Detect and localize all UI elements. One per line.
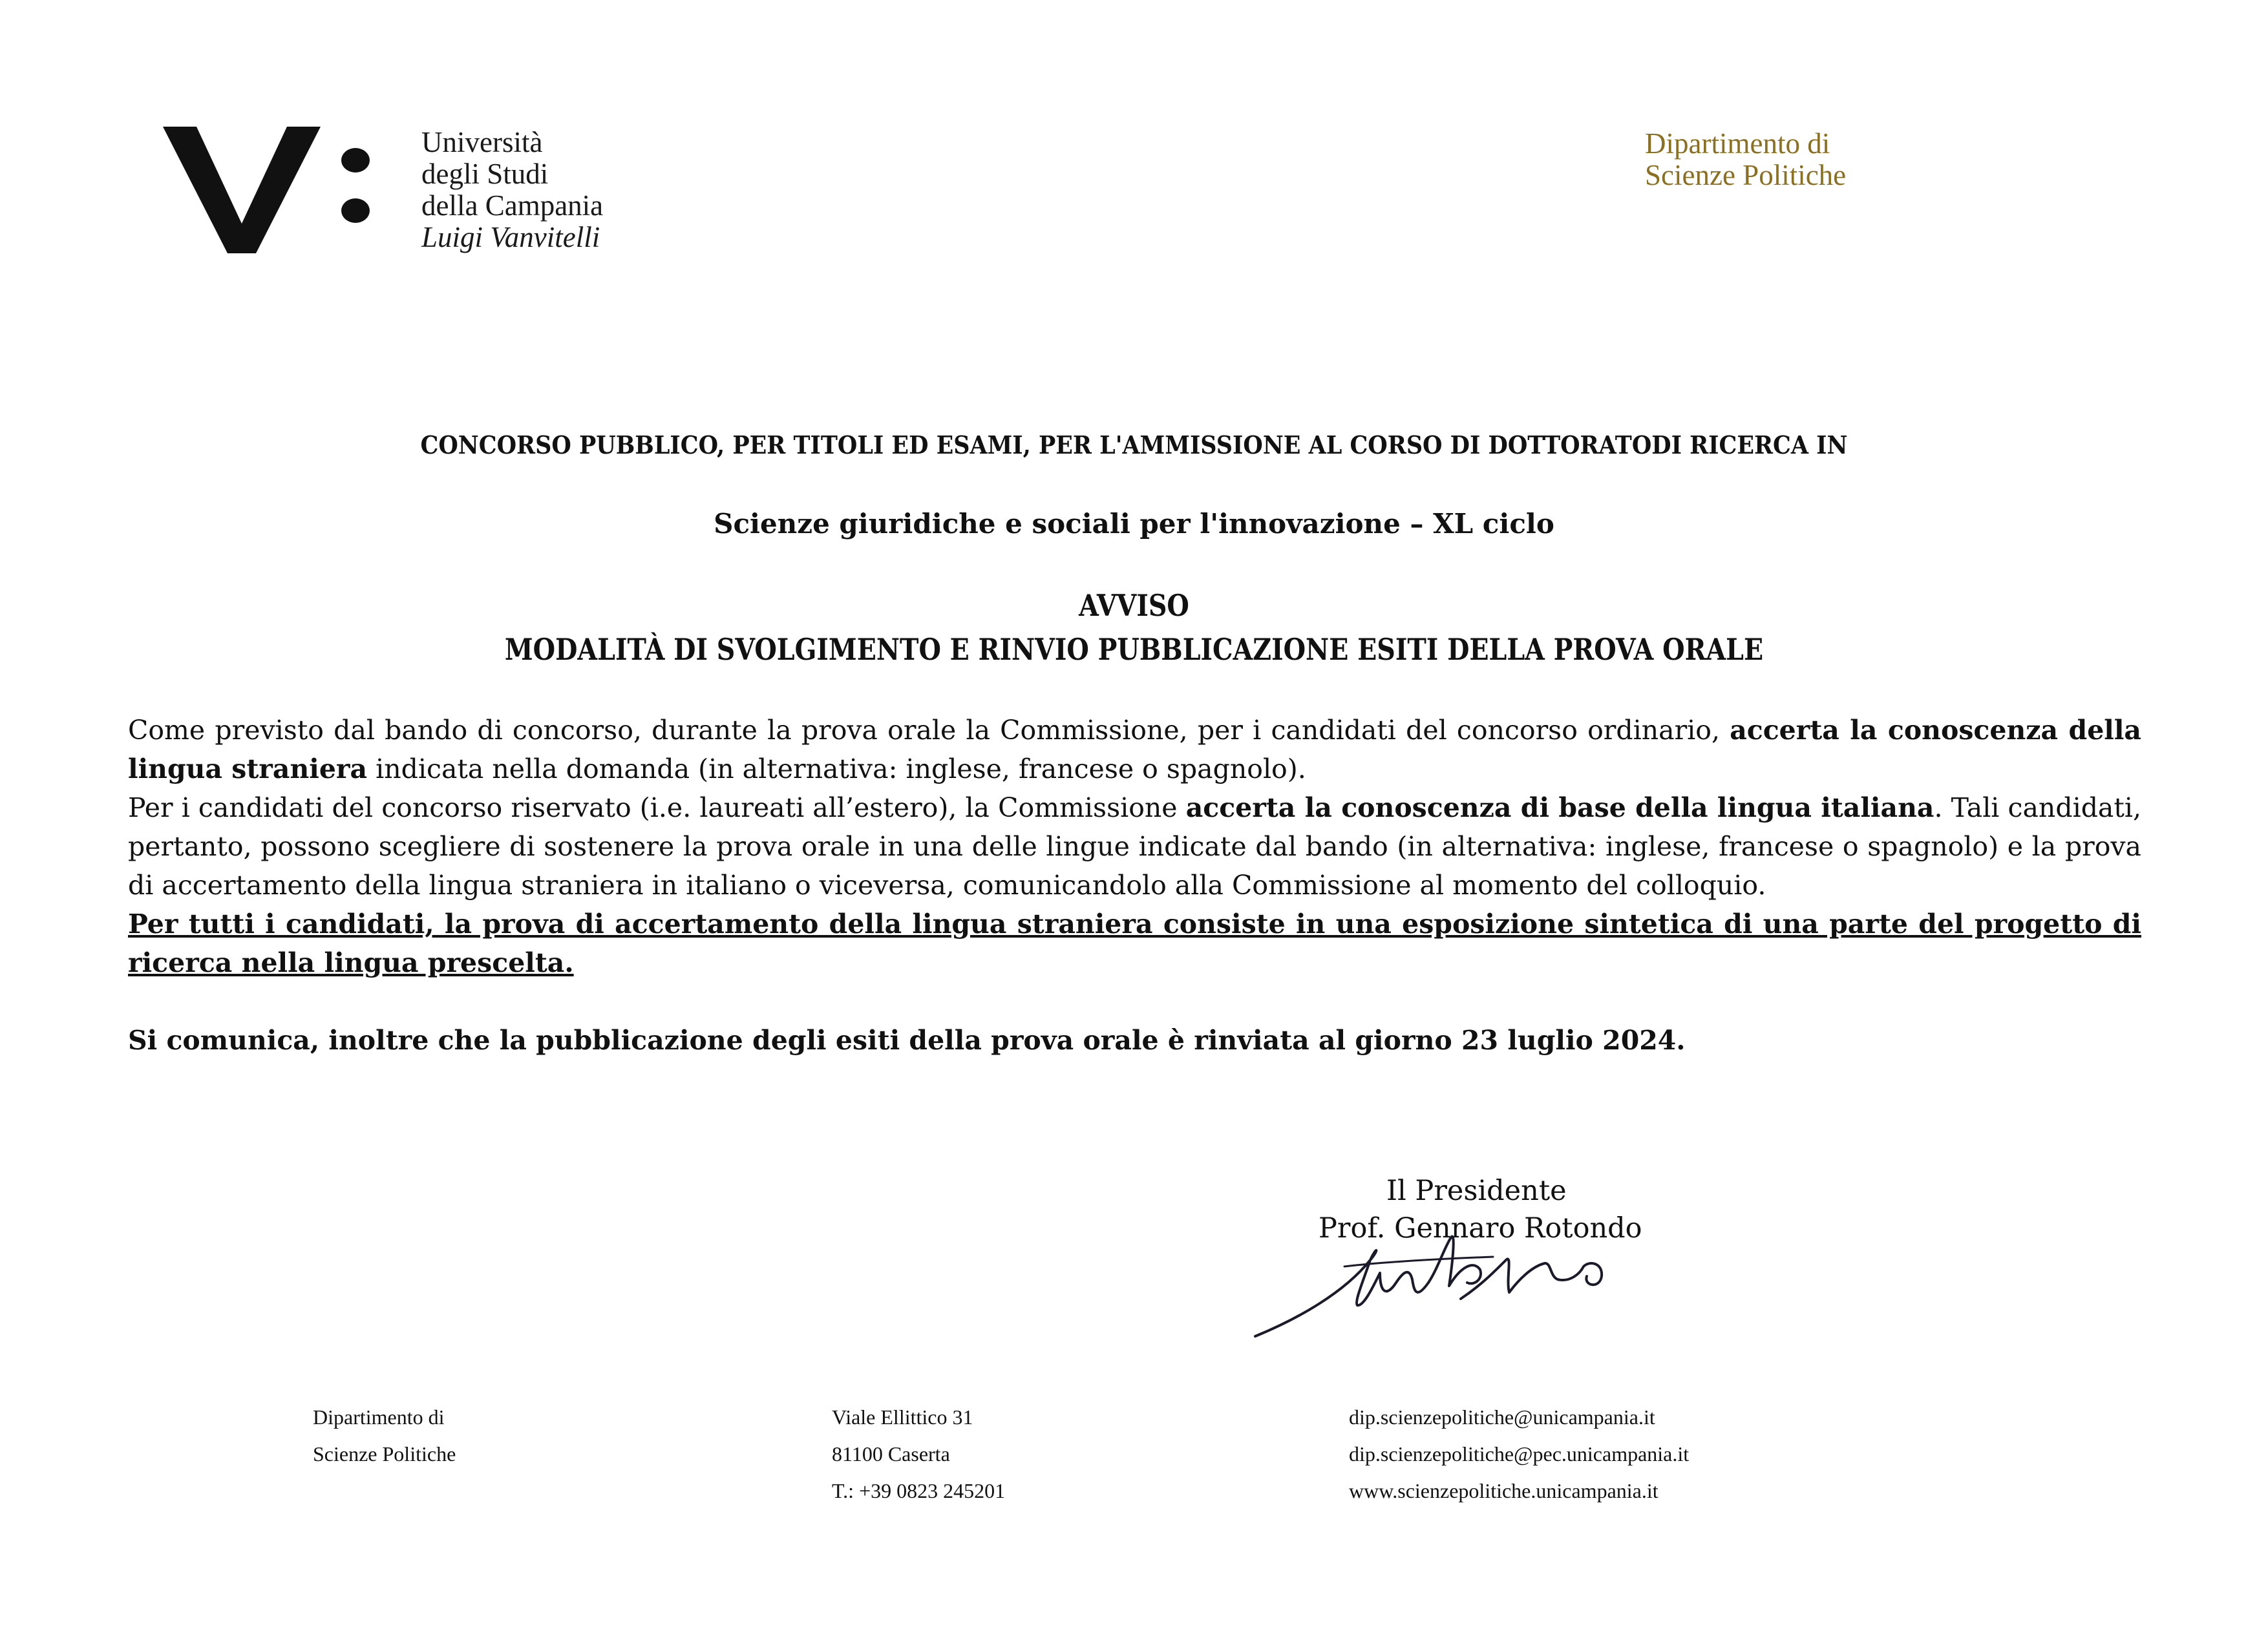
footer-phone: T.: +39 0823 245201: [832, 1479, 1006, 1502]
paragraph-ordinary-candidates: [128, 711, 2141, 788]
department-header-line2: Scienze Politiche: [1645, 159, 1847, 191]
paragraph-text: Per i candidati del concorso riservato (i.e. laureati all’estero), la Commissione: [128, 792, 1186, 823]
footer-website-link[interactable]: www.scienzepolitiche.unicampania.it: [1349, 1479, 1659, 1502]
paragraph-results-postponed: Si comunica, inoltre che la pubblicazione degli esiti della prova orale è rinviata al giorno 23 luglio 2024.: [128, 1025, 1686, 1056]
university-name-line1: Università: [421, 126, 543, 158]
footer-dept-line1: Dipartimento di: [313, 1405, 445, 1429]
paragraph-all-candidates: Per tutti i candidati, la prova di accertamento della lingua straniera consiste in una esposizione sintetica di una parte del progetto di ricerca nella lingua prescelta.: [128, 909, 2141, 978]
handwritten-signature-icon: [1247, 1221, 1661, 1357]
program-title: Scienze giuridiche e sociali per l'innovazione – XL ciclo: [714, 508, 1554, 540]
university-name-line4: Luigi Vanvitelli: [421, 221, 600, 253]
paragraph-emphasis: accerta la conoscenza di base della lingua italiana: [1185, 792, 1934, 823]
university-name-line3: della Campania: [421, 189, 604, 222]
footer-address: [832, 1399, 1005, 1509]
paragraph-text: indicata nella domanda (in alternativa: inglese, francese o spagnolo).: [367, 753, 1306, 784]
paragraph-emphasis: accerta la conoscenza della lingua straniera: [128, 715, 2142, 784]
footer-contacts: [1349, 1399, 1689, 1509]
department-header-line1: Dipartimento di: [1645, 127, 1830, 160]
paragraph-text: . Tali candidati, pertanto, possono scegliere di sostenere la prova orale in una delle lingue indicate dal bando (in alternativa: inglese, francese o spagnolo) e la prova di accertamento della lingua straniera in italiano o viceversa, comunicandolo alla Commissione al momento del colloquio.: [128, 792, 2142, 901]
department-header: [1645, 128, 1846, 191]
university-logo-mark-icon: [163, 127, 383, 256]
competition-title: CONCORSO PUBBLICO, PER TITOLI ED ESAMI, PER L'AMMISSIONE AL CORSO DI DOTTORATODI RICERCA IN: [420, 430, 1848, 459]
footer-email-link[interactable]: dip.scienzepolitiche@unicampania.it: [1349, 1405, 1655, 1429]
notice-body: [128, 711, 2141, 1060]
paragraph-text: Come previsto dal bando di concorso, durante la prova orale la Commissione, per i candidati del concorso ordinario,: [128, 715, 1730, 746]
university-name: [421, 127, 603, 253]
footer-city: 81100 Caserta: [832, 1442, 950, 1466]
university-name-line2: degli Studi: [421, 158, 549, 190]
signatory-name: Prof. Gennaro Rotondo: [1319, 1212, 1642, 1245]
footer-dept-line2: Scienze Politiche: [313, 1442, 456, 1466]
footer-department: [313, 1399, 456, 1473]
signatory-role: Il Presidente: [1386, 1175, 1567, 1207]
footer-street: Viale Ellittico 31: [832, 1405, 973, 1429]
paragraph-reserved-candidates: [128, 788, 2141, 905]
notice-subject: MODALITÀ DI SVOLGIMENTO E RINVIO PUBBLICAZIONE ESITI DELLA PROVA ORALE: [504, 632, 1764, 667]
footer-pec-link[interactable]: dip.scienzepolitiche@pec.unicampania.it: [1349, 1442, 1690, 1466]
notice-heading: AVVISO: [1079, 588, 1189, 623]
